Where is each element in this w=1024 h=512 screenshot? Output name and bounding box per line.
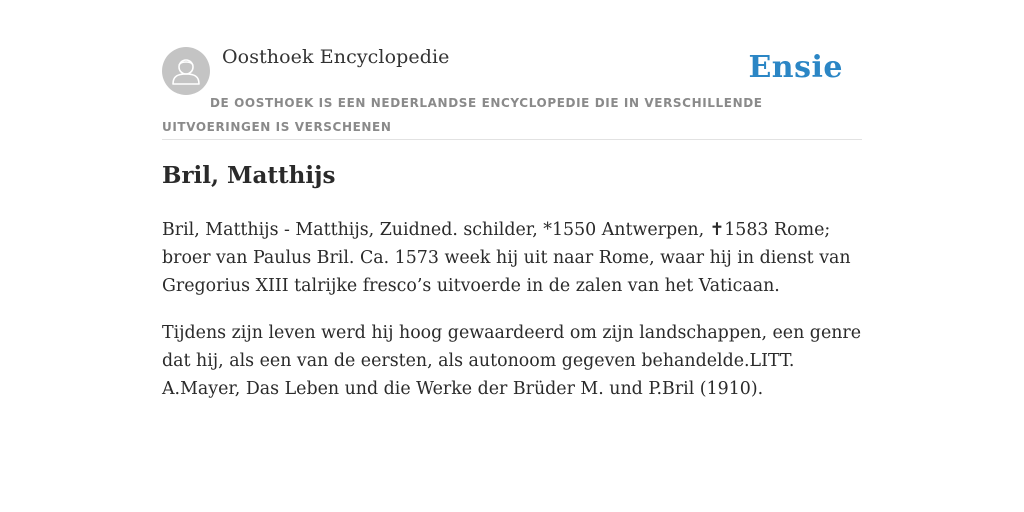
article-paragraph: Tijdens zijn leven werd hij hoog gewaardeerd om zijn landschappen, een genre dat hij, als een van de eersten, als autonoom gegeven behandelde.LITT. A.Mayer, Das Leben und die Werke der Brüder M. und P.Bril (1910).	[162, 323, 862, 399]
source-description: DE OOSTHOEK IS EEN NEDERLANDSE ENCYCLOPEDIE DIE IN VERSCHILLENDE UITVOERINGEN IS VERSCHENEN	[162, 96, 763, 134]
article-body	[162, 216, 862, 422]
article-paragraph: Bril, Matthijs - Matthijs, Zuidned. schilder, *1550 Antwerpen, ✝1583 Rome; broer van Paulus Bril. Ca. 1573 week hij uit naar Rome, waar hij in dienst van Gregorius XIII talrijke fresco’s uitvoerde in de zalen van het Vaticaan.	[162, 220, 851, 296]
article-title: Bril, Matthijs	[162, 162, 336, 189]
user-placeholder-icon	[162, 47, 210, 95]
source-name[interactable]: Oosthoek Encyclopedie	[222, 46, 450, 68]
source-header	[162, 46, 862, 140]
ensie-logo[interactable]: Ensie	[748, 50, 843, 85]
